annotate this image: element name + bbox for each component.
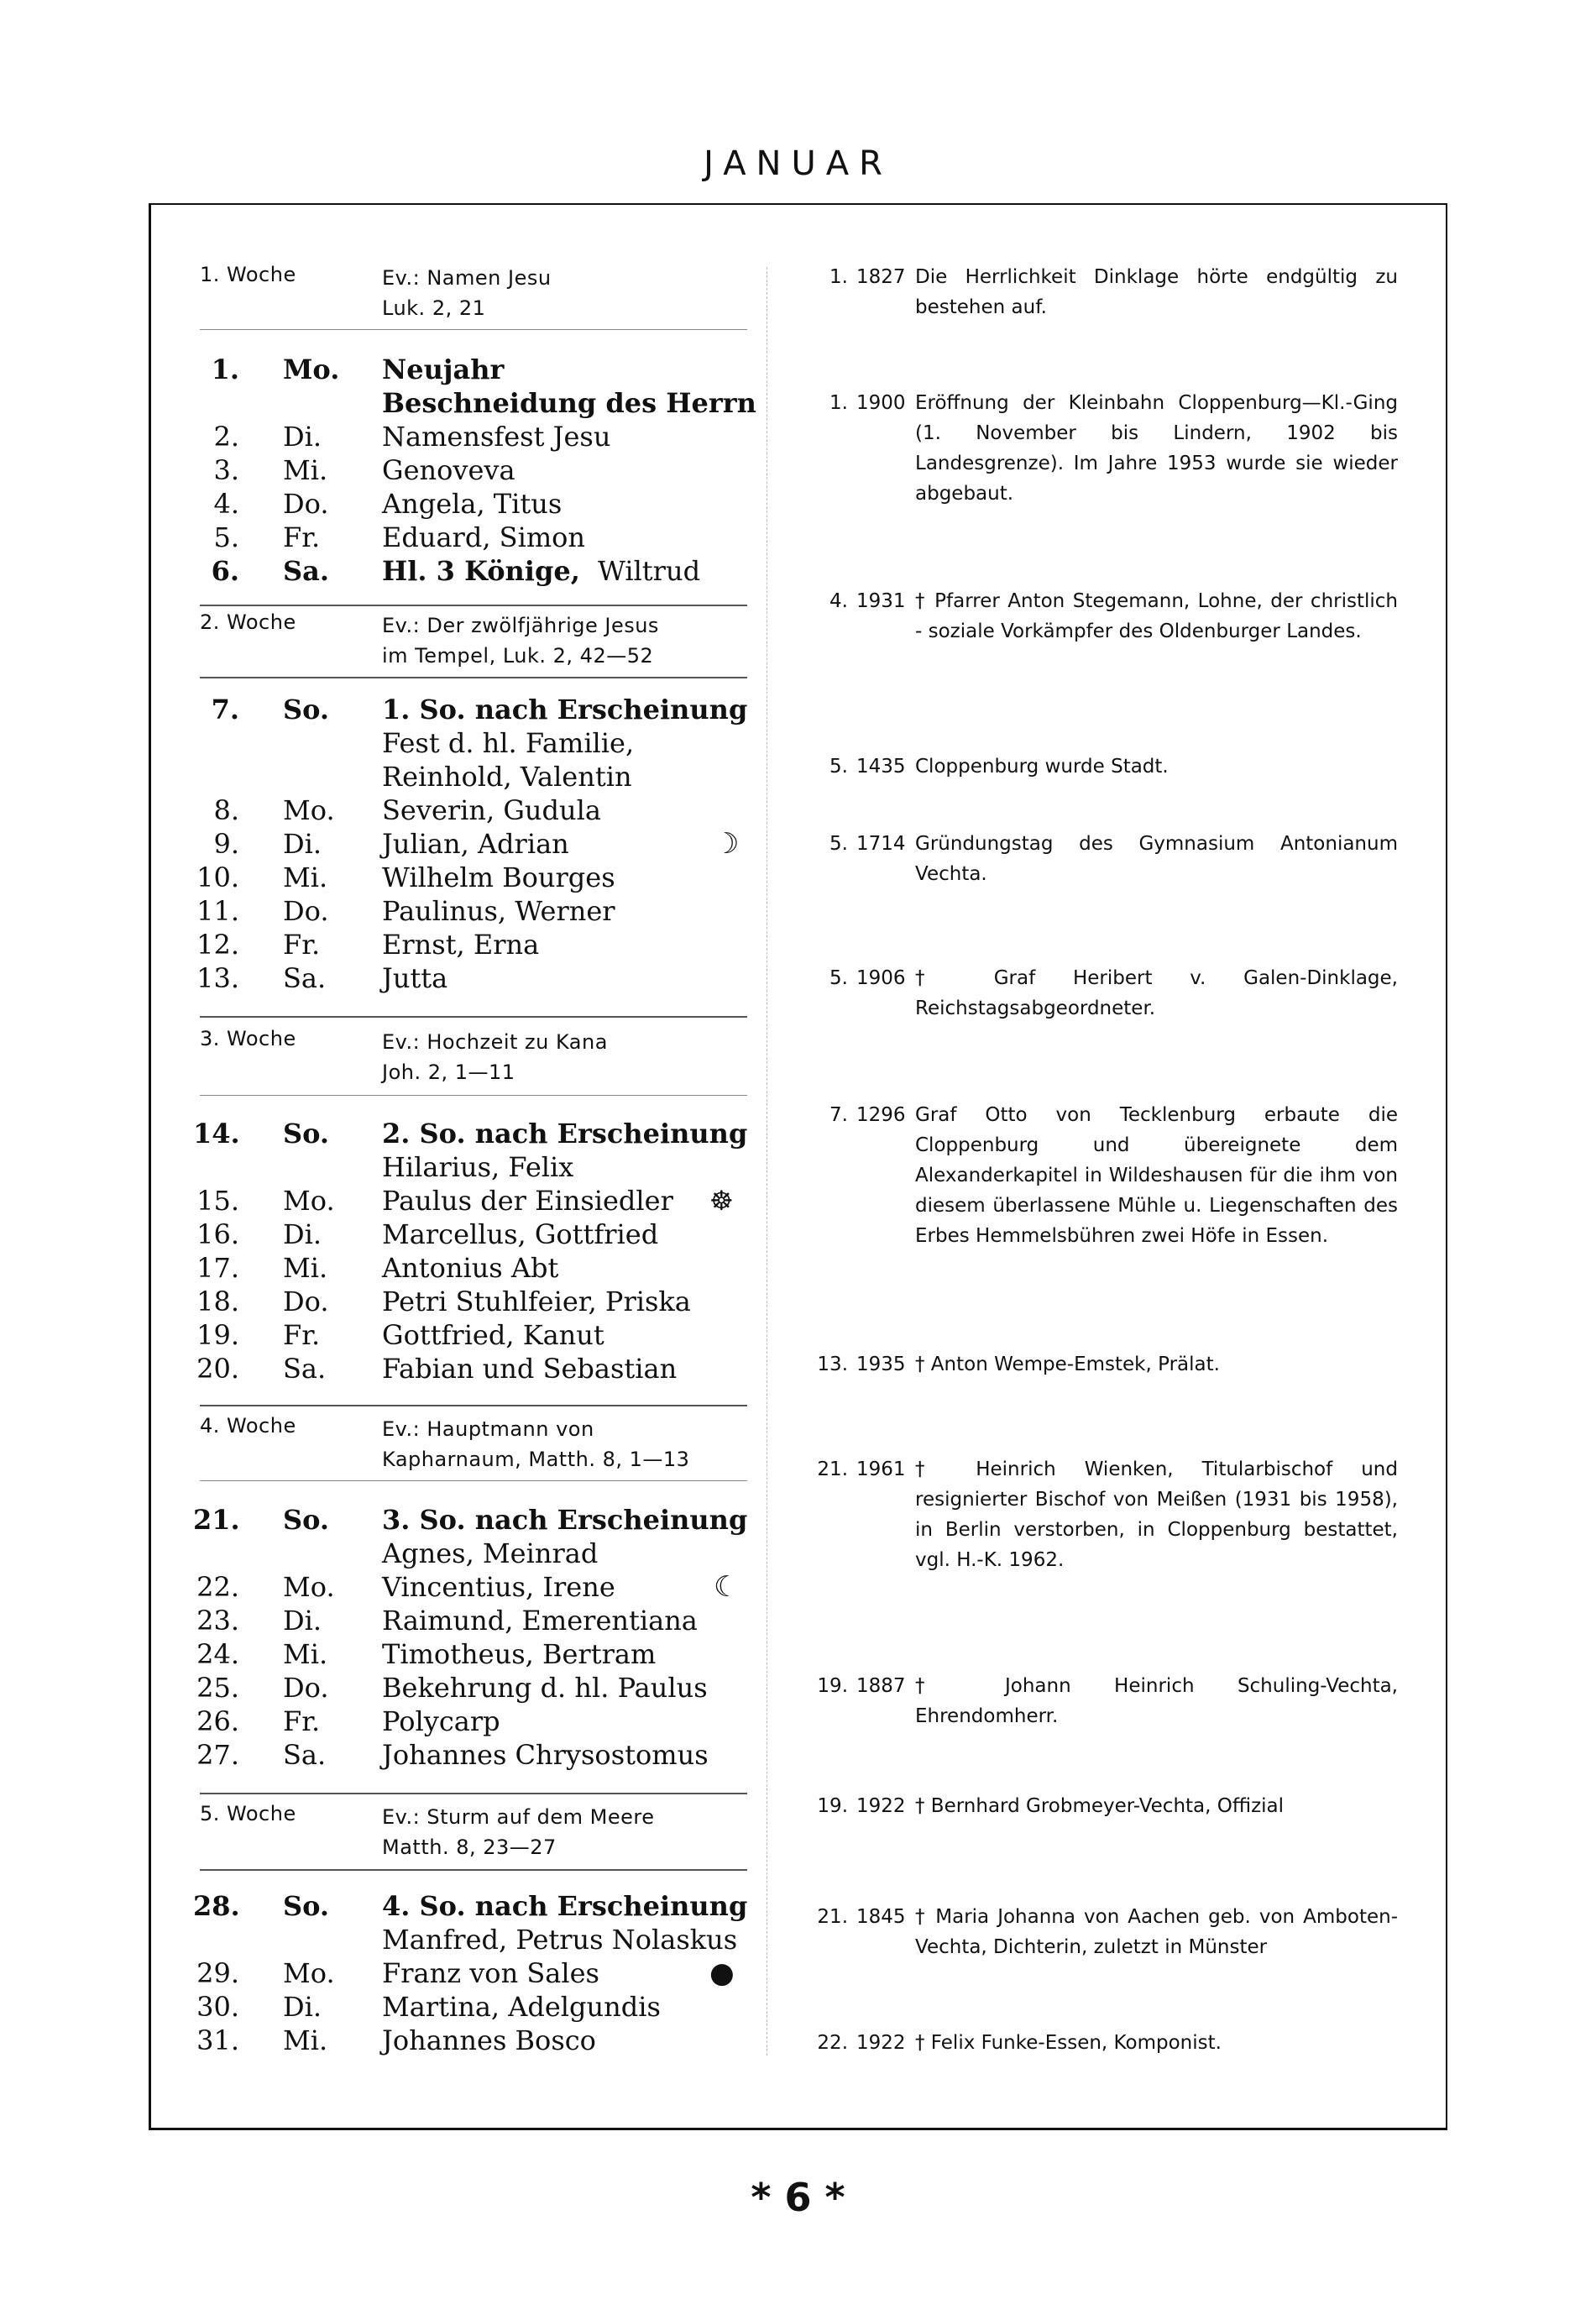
full-moon-icon: ☸ bbox=[709, 1185, 734, 1217]
day-number: 8. bbox=[213, 794, 239, 826]
weekday: Fr. bbox=[283, 521, 321, 553]
column-divider bbox=[767, 267, 768, 2056]
day-name: Hl. 3 Könige, bbox=[382, 555, 580, 587]
entry-text: † Maria Johanna von Aachen geb. von Amboten-Vechta, Dichterin, zuletzt in Münster bbox=[915, 1906, 1398, 1958]
day-row bbox=[193, 487, 747, 521]
entry-day: 19. bbox=[817, 1795, 848, 1817]
day-number: 11. bbox=[196, 895, 239, 927]
weekday: Di. bbox=[283, 1218, 322, 1250]
day-name: Gottfried, Kanut bbox=[382, 1319, 604, 1351]
day-number: 18. bbox=[196, 1286, 239, 1317]
day-name: Julian, Adrian bbox=[382, 828, 569, 860]
weekday: Mi. bbox=[283, 861, 328, 893]
entry-year: 1922 bbox=[856, 2032, 906, 2054]
day-name: Namensfest Jesu bbox=[382, 421, 611, 453]
entry-year: 1935 bbox=[856, 1354, 906, 1375]
day-name: 1. So. nach Erscheinung bbox=[382, 694, 748, 725]
day-number: 15. bbox=[196, 1185, 239, 1217]
entry-day: 5. bbox=[829, 756, 848, 778]
day-row bbox=[193, 693, 747, 726]
weekday: Do. bbox=[283, 1672, 329, 1704]
day-name: Eduard, Simon bbox=[382, 521, 586, 553]
day-row bbox=[193, 793, 747, 827]
day-name: Bekehrung d. hl. Paulus bbox=[382, 1672, 708, 1704]
day-name: Polycarp bbox=[382, 1705, 500, 1737]
weekday: So. bbox=[283, 1890, 330, 1922]
entry-day: 1. bbox=[829, 266, 848, 288]
day-row bbox=[193, 961, 747, 995]
weekday: Mo. bbox=[283, 1957, 335, 1989]
day-number: 4. bbox=[213, 488, 239, 520]
day-number: 27. bbox=[196, 1739, 239, 1771]
day-row bbox=[193, 861, 747, 894]
entry-year: 1906 bbox=[856, 967, 906, 989]
day-row bbox=[193, 827, 747, 861]
day-row bbox=[193, 894, 747, 928]
week-label: 1. Woche bbox=[200, 263, 296, 286]
day-row bbox=[193, 1318, 747, 1352]
weekday: Mi. bbox=[283, 454, 328, 486]
day-number: 7. bbox=[211, 694, 239, 725]
weekday: So. bbox=[283, 1504, 330, 1536]
gospel-reference: Joh. 2, 1—11 bbox=[382, 1060, 515, 1084]
day-row bbox=[193, 1285, 747, 1318]
weekday: Fr. bbox=[283, 1319, 321, 1351]
day-continuation bbox=[193, 1923, 747, 1956]
entry-text: Die Herrlichkeit Dinklage hörte endgültig zu bestehen auf. bbox=[915, 266, 1398, 318]
day-number: 2. bbox=[213, 421, 239, 453]
day-number: 9. bbox=[213, 828, 239, 860]
day-name: Paulus der Einsiedler bbox=[382, 1185, 673, 1217]
day-name: Antonius Abt bbox=[382, 1252, 559, 1284]
day-name: Neujahr bbox=[382, 353, 505, 385]
entry-year: 1714 bbox=[856, 833, 906, 855]
gospel-reference: Matth. 8, 23—27 bbox=[382, 1836, 557, 1859]
day-continuation bbox=[193, 1537, 747, 1570]
entry-day: 19. bbox=[817, 1675, 848, 1697]
day-name: Johannes Chrysostomus bbox=[382, 1739, 709, 1771]
gospel-line: Ev.: Hochzeit zu Kana bbox=[382, 1030, 608, 1054]
entry-text: † Johann Heinrich Schuling-Vechta, Ehrendomherr. bbox=[915, 1675, 1398, 1727]
day-row bbox=[193, 2024, 747, 2057]
weekday: Do. bbox=[283, 488, 329, 520]
day-number: 22. bbox=[196, 1571, 239, 1603]
weekday: Mi. bbox=[283, 1638, 328, 1670]
day-name-extra: Wiltrud bbox=[598, 555, 701, 587]
entry-text: † Anton Wempe-Emstek, Prälat. bbox=[915, 1354, 1220, 1375]
day-name: Paulinus, Werner bbox=[382, 895, 615, 927]
day-name: Wilhelm Bourges bbox=[382, 861, 615, 893]
day-name: Martina, Adelgundis bbox=[382, 1991, 661, 2023]
weekday: Sa. bbox=[283, 1739, 327, 1771]
entry-text: † Felix Funke-Essen, Komponist. bbox=[915, 2032, 1222, 2054]
day-name: Genoveva bbox=[382, 454, 515, 486]
day-name: Ernst, Erna bbox=[382, 929, 540, 961]
day-number: 12. bbox=[196, 929, 239, 961]
gospel-line: Ev.: Sturm auf dem Meere bbox=[382, 1805, 655, 1829]
entry-year: 1961 bbox=[856, 1459, 906, 1480]
divider bbox=[200, 1095, 747, 1096]
day-name: 2. So. nach Erscheinung bbox=[382, 1118, 748, 1150]
day-row bbox=[193, 1738, 747, 1772]
day-name: Vincentius, Irene bbox=[382, 1571, 615, 1603]
day-name: Severin, Gudula bbox=[382, 794, 601, 826]
divider bbox=[200, 1480, 747, 1481]
weekday: Sa. bbox=[283, 555, 329, 587]
weekday: Di. bbox=[283, 1991, 322, 2023]
day-row bbox=[193, 1705, 747, 1738]
weekday: Mo. bbox=[283, 794, 335, 826]
day-row bbox=[193, 1671, 747, 1705]
entry-day: 22. bbox=[817, 2032, 848, 2054]
day-name: Manfred, Petrus Nolaskus bbox=[382, 1924, 738, 1956]
divider bbox=[200, 1793, 747, 1794]
week-label: 5. Woche bbox=[200, 1802, 296, 1825]
day-row bbox=[193, 1604, 747, 1637]
new-moon-icon: ● bbox=[709, 1956, 735, 1990]
day-continuation bbox=[193, 386, 756, 420]
day-number: 21. bbox=[193, 1504, 240, 1536]
day-row bbox=[193, 1956, 747, 1990]
day-name: Hilarius, Felix bbox=[382, 1151, 574, 1183]
day-number: 19. bbox=[196, 1319, 239, 1351]
page-title: JANUAR bbox=[704, 144, 892, 183]
day-number: 10. bbox=[196, 861, 239, 893]
entry-day: 1. bbox=[829, 392, 848, 414]
weekday: So. bbox=[283, 694, 330, 725]
entry-text: Graf Otto von Tecklenburg erbaute die Cloppenburg und übereignete dem Alexanderkapitel in Wildeshausen für die ihm von diesem überlassene Mühle u. Liegenschaften des Erbes Hemmelsbühren zwei Höfe in Essen. bbox=[915, 1104, 1398, 1247]
weekday: Do. bbox=[283, 895, 329, 927]
day-name: Fabian und Sebastian bbox=[382, 1353, 678, 1385]
day-number: 23. bbox=[196, 1605, 239, 1637]
day-row bbox=[193, 1251, 747, 1285]
day-number: 30. bbox=[196, 1991, 239, 2023]
divider bbox=[200, 605, 747, 606]
day-number: 13. bbox=[196, 962, 239, 994]
day-name: 3. So. nach Erscheinung bbox=[382, 1504, 748, 1536]
gospel-line: Ev.: Der zwölfjährige Jesus bbox=[382, 614, 659, 637]
weekday: Mi. bbox=[283, 2024, 328, 2056]
day-row bbox=[193, 353, 747, 386]
day-name: Fest d. hl. Familie, bbox=[382, 727, 635, 759]
day-number: 16. bbox=[196, 1218, 239, 1250]
weekday: Mi. bbox=[283, 1252, 328, 1284]
entry-day: 21. bbox=[817, 1906, 848, 1928]
gospel-line: Ev.: Namen Jesu bbox=[382, 266, 552, 290]
entry-year: 1900 bbox=[856, 392, 906, 414]
divider bbox=[200, 677, 747, 678]
weekday: Mo. bbox=[283, 1571, 335, 1603]
divider bbox=[200, 329, 747, 330]
first-quarter-moon-icon: ☽ bbox=[714, 827, 740, 861]
week-label: 3. Woche bbox=[200, 1027, 296, 1050]
day-number: 3. bbox=[213, 454, 239, 486]
day-number: 20. bbox=[196, 1353, 239, 1385]
entry-year: 1827 bbox=[856, 266, 906, 288]
day-name: Angela, Titus bbox=[382, 488, 563, 520]
entry-text: Cloppenburg wurde Stadt. bbox=[915, 756, 1169, 778]
week-label: 4. Woche bbox=[200, 1414, 296, 1438]
day-row bbox=[193, 420, 747, 453]
day-number: 5. bbox=[213, 521, 239, 553]
entry-day: 5. bbox=[829, 833, 848, 855]
entry-text: † Pfarrer Anton Stegemann, Lohne, der christlich - soziale Vorkämpfer des Oldenburger Landes. bbox=[915, 590, 1398, 642]
day-row bbox=[193, 1637, 747, 1671]
day-row bbox=[193, 453, 747, 487]
divider bbox=[200, 1405, 747, 1406]
entry-day: 21. bbox=[817, 1459, 848, 1480]
day-number: 26. bbox=[196, 1705, 239, 1737]
entry-text: † Graf Heribert v. Galen-Dinklage, Reichstagsabgeordneter. bbox=[915, 967, 1398, 1019]
day-number: 31. bbox=[196, 2024, 239, 2056]
weekday: Fr. bbox=[283, 1705, 321, 1737]
day-row bbox=[193, 1990, 747, 2024]
entry-year: 1931 bbox=[856, 590, 906, 612]
entry-year: 1296 bbox=[856, 1104, 906, 1126]
weekday: Sa. bbox=[283, 962, 327, 994]
gospel-reference: Kapharnaum, Matth. 8, 1—13 bbox=[382, 1448, 690, 1471]
day-name: Reinhold, Valentin bbox=[382, 761, 632, 793]
last-quarter-moon-icon: ☾ bbox=[714, 1570, 740, 1604]
weekday: Di. bbox=[283, 1605, 322, 1637]
weekday: Fr. bbox=[283, 929, 321, 961]
weekday: Sa. bbox=[283, 1353, 327, 1385]
divider bbox=[200, 1869, 747, 1871]
day-row bbox=[193, 521, 747, 554]
day-row bbox=[193, 1889, 747, 1923]
day-number: 24. bbox=[196, 1638, 239, 1670]
day-row bbox=[193, 1184, 747, 1218]
day-number: 17. bbox=[196, 1252, 239, 1284]
day-number: 14. bbox=[193, 1118, 240, 1150]
day-name: Agnes, Meinrad bbox=[382, 1537, 599, 1569]
day-number: 25. bbox=[196, 1672, 239, 1704]
day-name: Beschneidung des Herrn bbox=[382, 387, 756, 419]
day-name: 4. So. nach Erscheinung bbox=[382, 1890, 748, 1922]
day-continuation bbox=[193, 760, 747, 793]
week-label: 2. Woche bbox=[200, 610, 296, 634]
divider bbox=[200, 1016, 747, 1018]
entry-text: † Heinrich Wienken, Titularbischof und resignierter Bischof von Meißen (1931 bis 1958), in Berlin verstorben, in Cloppenburg bestattet, vgl. H.-K. 1962. bbox=[915, 1459, 1398, 1571]
entry-day: 7. bbox=[829, 1104, 848, 1126]
day-name: Franz von Sales bbox=[382, 1957, 599, 1989]
day-row bbox=[193, 1352, 747, 1385]
gospel-reference: Luk. 2, 21 bbox=[382, 296, 486, 320]
day-row bbox=[193, 1570, 747, 1604]
day-number: 29. bbox=[196, 1957, 239, 1989]
day-name: Raimund, Emerentiana bbox=[382, 1605, 698, 1637]
day-name: Timotheus, Bertram bbox=[382, 1638, 657, 1670]
day-row bbox=[193, 928, 747, 961]
day-row bbox=[193, 1503, 747, 1537]
entry-text: † Bernhard Grobmeyer-Vechta, Offizial bbox=[915, 1795, 1285, 1817]
day-number: 28. bbox=[193, 1890, 240, 1922]
weekday: Mo. bbox=[283, 353, 340, 385]
weekday: Mo. bbox=[283, 1185, 335, 1217]
day-continuation bbox=[193, 726, 747, 760]
entry-year: 1887 bbox=[856, 1675, 906, 1697]
entry-year: 1435 bbox=[856, 756, 906, 778]
entry-text: Eröffnung der Kleinbahn Cloppenburg—Kl.-Ging (1. November bis Lindern, 1902 bis Landesgrenze). Im Jahre 1953 wurde sie wieder abgebaut. bbox=[915, 392, 1398, 505]
entry-year: 1845 bbox=[856, 1906, 906, 1928]
entry-day: 13. bbox=[817, 1354, 848, 1375]
weekday: So. bbox=[283, 1118, 330, 1150]
day-name: Marcellus, Gottfried bbox=[382, 1218, 659, 1250]
day-row bbox=[193, 554, 747, 588]
gospel-line: Ev.: Hauptmann von bbox=[382, 1417, 594, 1441]
day-name: Petri Stuhlfeier, Priska bbox=[382, 1286, 691, 1317]
day-number: 6. bbox=[211, 555, 239, 587]
day-name: Johannes Bosco bbox=[382, 2024, 596, 2056]
entry-text: Gründungstag des Gymnasium Antonianum Vechta. bbox=[915, 833, 1398, 885]
entry-day: 4. bbox=[829, 590, 848, 612]
day-number: 1. bbox=[211, 353, 239, 385]
page-number: * 6 * bbox=[751, 2175, 845, 2220]
weekday: Do. bbox=[283, 1286, 329, 1317]
entry-day: 5. bbox=[829, 967, 848, 989]
entry-year: 1922 bbox=[856, 1795, 906, 1817]
weekday: Di. bbox=[283, 421, 322, 453]
day-row bbox=[193, 1218, 747, 1251]
weekday: Di. bbox=[283, 828, 322, 860]
day-continuation bbox=[193, 1150, 747, 1184]
day-row bbox=[193, 1117, 747, 1150]
gospel-reference: im Tempel, Luk. 2, 42—52 bbox=[382, 644, 654, 668]
day-name: Jutta bbox=[382, 962, 448, 994]
